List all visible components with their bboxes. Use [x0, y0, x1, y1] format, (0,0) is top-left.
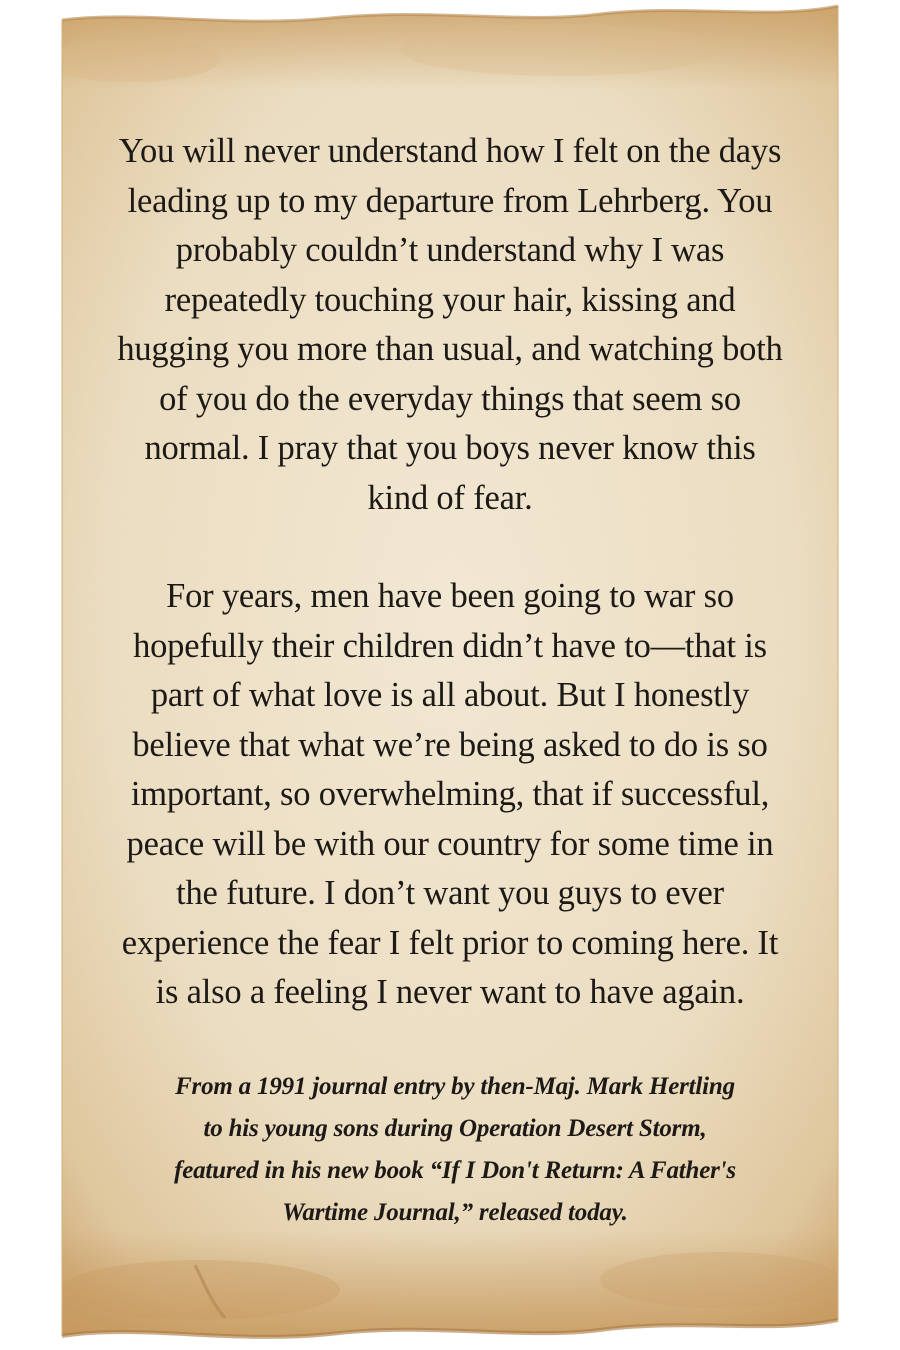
attribution-caption	[110, 1066, 800, 1234]
caption-line: featured in his new book “If I Don't Return: A Father's	[174, 1157, 736, 1184]
caption-line: Wartime Journal,” released today.	[282, 1199, 628, 1226]
paragraph-line: important, so overwhelming, that if successful,	[130, 775, 770, 813]
paragraph-line: probably couldn’t understand why I was	[175, 231, 725, 269]
paragraph-line: experience the fear I felt prior to coming here. It	[121, 923, 779, 962]
journal-paragraph-2	[100, 572, 800, 1018]
paragraph-line: leading up to my departure from Lehrberg. You	[127, 181, 773, 220]
paragraph-line: of you do the everyday things that seem so	[159, 379, 741, 418]
paragraph-line: kind of fear.	[367, 478, 533, 517]
caption-line: to his young sons during Operation Desert Storm,	[203, 1115, 707, 1142]
paragraph-line: For years, men have been going to war so	[166, 577, 734, 615]
journal-paragraph-1	[100, 127, 800, 523]
paragraph-line: hopefully their children didn’t have to—that is	[133, 626, 767, 665]
paragraph-line: peace will be with our country for some time in	[126, 824, 774, 863]
paragraph-line: believe that what we’re being asked to do is so	[132, 725, 768, 764]
paragraph-line: repeatedly touching your hair, kissing and	[164, 280, 736, 319]
paragraph-line: part of what love is all about. But I honestly	[150, 676, 750, 714]
caption-line: From a 1991 journal entry by then-Maj. Mark Hertling	[175, 1073, 735, 1100]
paragraph-line: is also a feeling I never want to have again.	[155, 973, 745, 1011]
paragraph-line: You will never understand how I felt on the days	[118, 132, 782, 170]
paragraph-line: hugging you more than usual, and watching both	[117, 330, 783, 368]
paragraph-line: normal. I pray that you boys never know this	[144, 429, 756, 467]
paragraph-line: the future. I don’t want you guys to ever	[176, 874, 724, 912]
